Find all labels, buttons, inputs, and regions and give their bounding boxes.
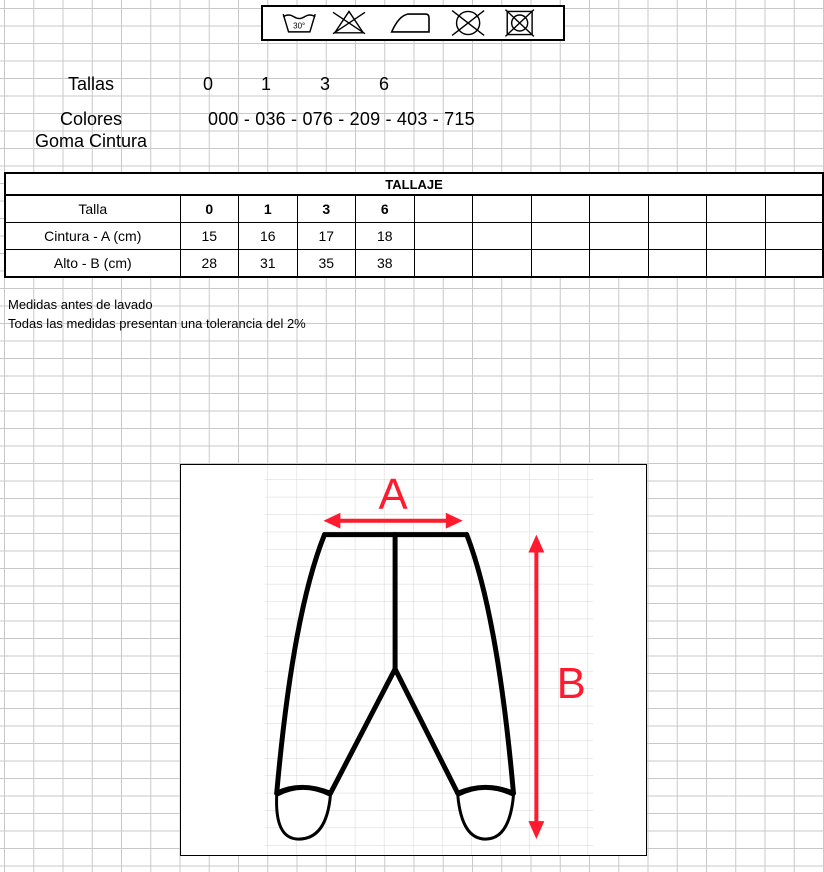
- table-row: [5, 223, 823, 250]
- table-header-row: [5, 195, 823, 223]
- empty-cell: [473, 250, 532, 278]
- talla-header: Talla: [5, 195, 180, 223]
- table-cell: 16: [239, 223, 298, 250]
- empty-cell: [414, 250, 473, 278]
- table-cell: 18: [356, 223, 415, 250]
- table-row: [5, 250, 823, 278]
- tallaje-title: TALLAJE: [5, 173, 823, 195]
- tallaje-table: [4, 172, 824, 278]
- row-label: Alto - B (cm): [5, 250, 180, 278]
- empty-cell: [765, 223, 823, 250]
- empty-cell: [707, 223, 766, 250]
- wash-30-icon: [283, 14, 315, 32]
- size-value: 1: [260, 74, 271, 94]
- svg-text:30°: 30°: [293, 21, 306, 31]
- colores-value: 000 - 036 - 076 - 209 - 403 - 715: [208, 109, 475, 129]
- note-medidas: Medidas antes de lavado: [8, 297, 153, 312]
- empty-cell: [414, 195, 473, 223]
- no-bleach-icon: [333, 11, 365, 33]
- table-cell: 15: [180, 223, 239, 250]
- empty-cell: [590, 195, 649, 223]
- table-cell: 31: [239, 250, 298, 278]
- size-header: 0: [180, 195, 239, 223]
- empty-cell: [414, 223, 473, 250]
- table-cell: 28: [180, 250, 239, 278]
- empty-cell: [707, 250, 766, 278]
- pants-diagram-svg: [181, 465, 646, 855]
- no-tumble-dry-icon: [505, 10, 533, 37]
- table-cell: 17: [297, 223, 356, 250]
- empty-cell: [590, 250, 649, 278]
- empty-cell: [648, 250, 707, 278]
- empty-cell: [531, 195, 590, 223]
- table-cell: 38: [356, 250, 415, 278]
- size-header: 1: [239, 195, 298, 223]
- size-value: 6: [378, 74, 389, 94]
- table-cell: 35: [297, 250, 356, 278]
- iron-icon: [392, 14, 429, 32]
- care-symbols-svg: [263, 7, 563, 39]
- empty-cell: [648, 223, 707, 250]
- empty-cell: [707, 195, 766, 223]
- size-header: 6: [356, 195, 415, 223]
- goma-cintura-label: Goma Cintura: [35, 131, 148, 151]
- size-value: 0: [202, 74, 213, 94]
- no-dry-clean-icon: [452, 11, 484, 36]
- empty-cell: [590, 223, 649, 250]
- colores-label: Colores: [60, 109, 123, 129]
- pants-diagram: [180, 464, 647, 856]
- care-symbols: [261, 5, 565, 41]
- empty-cell: [765, 250, 823, 278]
- empty-cell: [531, 223, 590, 250]
- note-tolerancia: Todas las medidas presentan una tolerancia del 2%: [8, 316, 306, 331]
- empty-cell: [473, 223, 532, 250]
- empty-cell: [765, 195, 823, 223]
- empty-cell: [648, 195, 707, 223]
- size-header: 3: [297, 195, 356, 223]
- label-b: B: [556, 658, 586, 708]
- label-a: A: [378, 469, 408, 519]
- empty-cell: [531, 250, 590, 278]
- empty-cell: [473, 195, 532, 223]
- tallas-label: Tallas: [68, 74, 115, 94]
- size-value: 3: [319, 74, 330, 94]
- row-label: Cintura - A (cm): [5, 223, 180, 250]
